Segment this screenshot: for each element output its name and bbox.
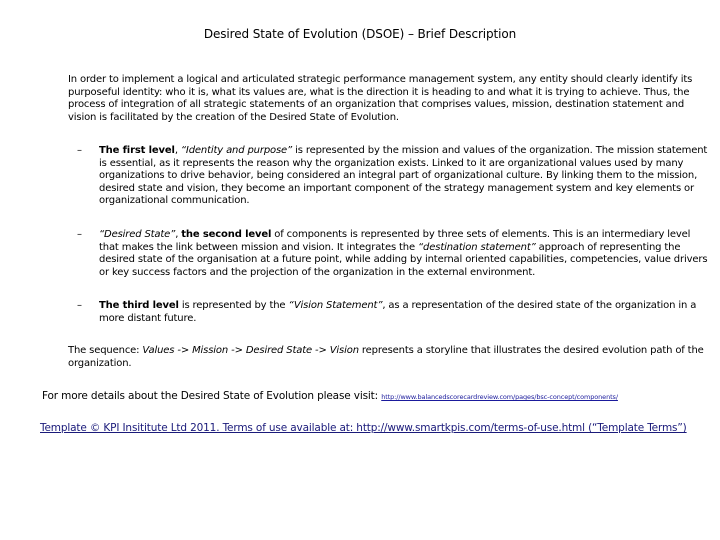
bullet-text-part: of components is represented by three sets of elements. This is an intermediary level that makes the link between mission and vision. It integrates the <box>99 229 691 253</box>
bsc-components-link[interactable]: http://www.balancedscorecardreview.com/pages/bsc-concept/components/ <box>381 393 618 401</box>
bullet-bold-lead: The first level <box>99 145 175 156</box>
bullet-text-part: is represented by the <box>178 300 289 311</box>
bullet-text <box>99 145 709 208</box>
bullet-dash: – <box>77 145 82 156</box>
sequence-chain: Values -> Mission -> Desired State -> Vision <box>142 345 359 356</box>
bullet-bold: the second level <box>181 229 272 240</box>
bullet-bold-lead: The third level <box>99 300 179 311</box>
sequence-rest: represents a storyline that illustrates the desired evolution path of the organization. <box>68 345 704 369</box>
bullet-text-part: , as a representation of the desired state of the organization in a more distant future. <box>99 300 697 324</box>
intro-paragraph: In order to implement a logical and articulated strategic performance management system, any entity should clearly identify its purposeful identity: who it is, what its values are, what is the direction it is heading to and what it is trying to achieve. Thus, the process of integration of all strategic statements of an organization that comprises values, mission, destination statement and vision is facilitated by the creation of the Desired State of Evolution. <box>68 74 693 123</box>
bullet-text-part: , <box>174 145 181 156</box>
template-notice <box>40 422 710 435</box>
bullet-dash: – <box>77 300 82 311</box>
bullet-italic: “Identity and purpose” <box>180 145 293 156</box>
bullet-text-part: approach of representing the desired state of the organisation at a future point, while adding by internal oriented capabilities, competencies, value drivers or key success factors and the projection of the organization in the external environment. <box>99 241 708 278</box>
bullet-italic: “destination statement” <box>418 241 536 253</box>
bullet-text-part: is represented by the mission and values of the organization. The mission statement is essential, as it represents the reason why the organization exists. Linked to it are organizational values used by many organizations to drive behavior, being considered an integral part of organizational culture. By linking them to the mission, desired state and vision, they become an important component of the strategy management system and key elements or organizational communication. <box>99 145 708 207</box>
bullet-dash: – <box>77 229 82 240</box>
sequence-paragraph <box>68 345 708 370</box>
template-terms-link[interactable]: Template © KPI Insititute Ltd 2011. Terms of use available at: http://www.smartkpis.com/terms-of-use.html (“Template Terms”) <box>40 422 687 434</box>
bullet-text-part: , <box>175 229 182 240</box>
bullet-text <box>99 300 709 325</box>
more-details-text: For more details about the Desired State of Evolution please visit: <box>42 390 382 402</box>
page-title: Desired State of Evolution (DSOE) – Brief Description <box>203 27 517 41</box>
more-details-line <box>42 390 712 404</box>
bullet-italic: “Vision Statement” <box>288 300 383 311</box>
bullet-italic-lead: “Desired State” <box>99 229 176 240</box>
bullet-text <box>99 229 709 279</box>
sequence-lead: The sequence: <box>68 345 143 356</box>
